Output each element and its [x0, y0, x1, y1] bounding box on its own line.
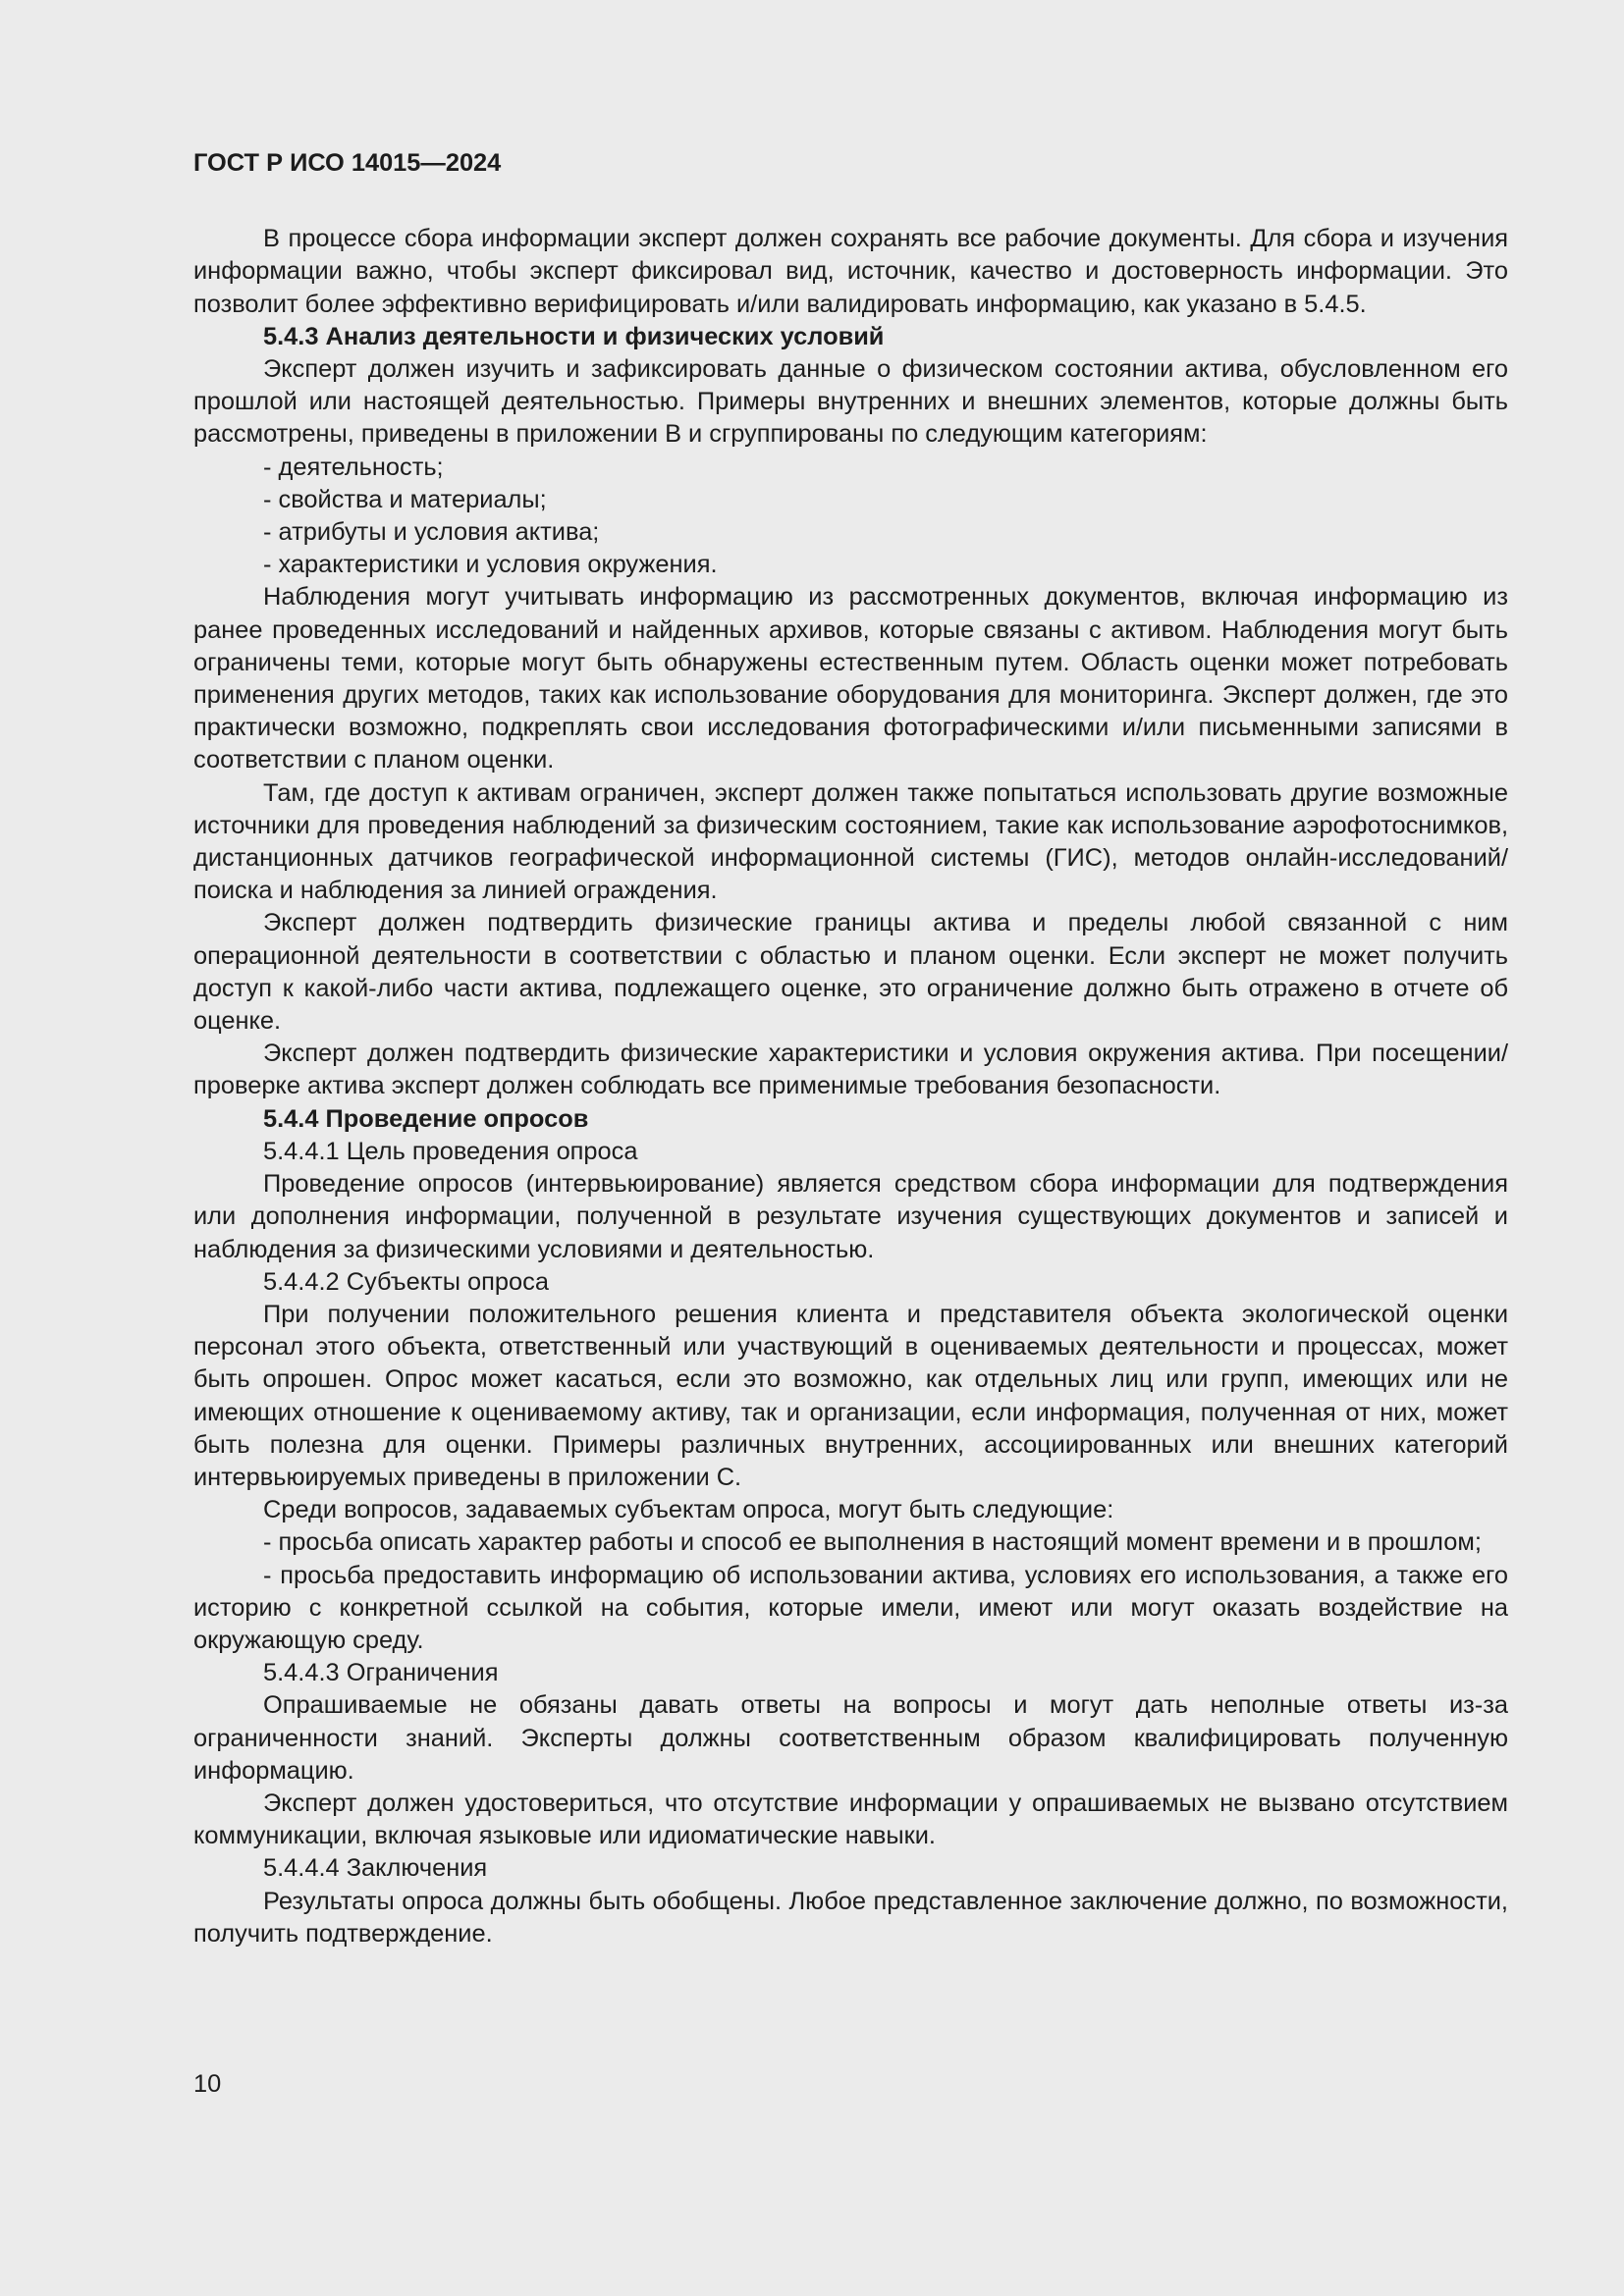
list-item: - просьба описать характер работы и способ ее выполнения в настоящий момент времени и в прошлом; [263, 1528, 1482, 1557]
paragraph: Эксперт должен подтвердить физические характеристики и условия окружения актива. При посещении/проверке актива эксперт должен соблюдать все применимые требования безопасности. [193, 1040, 1508, 1100]
paragraph: При получении положительного решения клиента и представителя объекта экологической оценки персонал этого объекта, ответственный или участвующий в оцениваемых деятельности и процессах, может быть опрошен. Опрос может касаться, если это возможно, как отдельных лиц или групп, имеющих или не имеющих отношение к оцениваемому активу, так и организации, если информация, полученная от них, может быть полезна для оценки. Примеры различных внутренних, ассоциированных или внешних категорий интервьюируемых приведены в приложении С. [193, 1300, 1508, 1491]
paragraph: Результаты опроса должны быть обобщены. Любое представленное заключение должно, по возможности, получить подтверждение. [193, 1887, 1508, 1948]
subsection-heading: 5.4.4.4 Заключения [263, 1854, 488, 1883]
paragraph: Эксперт должен подтвердить физические границы актива и пределы любой связанной с ним операционной деятельности в соответствии с областью и планом оценки. Если эксперт не может получить доступ к какой-либо части актива, подлежащего оценке, это ограничение должно быть отражено в отчете об оценке. [193, 909, 1508, 1036]
list-item: - деятельность; [263, 453, 444, 481]
list-item: - атрибуты и условия актива; [263, 518, 600, 547]
paragraph: Там, где доступ к активам ограничен, эксперт должен также попытаться использовать другие возможные источники для проведения наблюдений за физическим состоянием, такие как использование аэрофотоснимков, дистанционных датчиков географической информационной системы (ГИС), методов онлайн-исследований/поиска и наблюдения за линией ограждения. [193, 778, 1508, 905]
section-heading: 5.4.3 Анализ деятельности и физических условий [263, 322, 885, 350]
paragraph: В процессе сбора информации эксперт должен сохранять все рабочие документы. Для сбора и изучения информации важно, чтобы эксперт фиксировал вид, источник, качество и достоверность информации. Это позволит более эффективно верифицировать и/или валидировать информацию, как указано в 5.4.5. [193, 225, 1508, 318]
document-page [193, 147, 1508, 1950]
list-item: - свойства и материалы; [263, 485, 547, 513]
paragraph: Проведение опросов (интервьюирование) является средством сбора информации для подтверждения или дополнения информации, полученной в результате изучения существующих документов и записей и наблюдения за физическими условиями и деятельностью. [193, 1170, 1508, 1263]
subsection-heading: 5.4.4.1 Цель проведения опроса [263, 1137, 638, 1165]
paragraph: Опрашиваемые не обязаны давать ответы на вопросы и могут дать неполные ответы из-за ограниченности знаний. Эксперты должны соответственным образом квалифицировать полученную информацию. [193, 1691, 1508, 1785]
paragraph: Наблюдения могут учитывать информацию из рассмотренных документов, включая информацию из ранее проведенных исследований и найденных архивов, которые связаны с активом. Наблюдения могут быть ограничены теми, которые могут быть обнаружены естественным путем. Область оценки может потребовать применения других методов, таких как использование оборудования для мониторинга. Эксперт должен, где это практически возможно, подкреплять свои исследования фотографическими и/или письменными записями в соответствии с планом оценки. [193, 583, 1508, 774]
list-item: - характеристики и условия окружения. [263, 551, 718, 579]
document-header: ГОСТ Р ИСО 14015—2024 [193, 149, 502, 177]
list-item: - просьба предоставить информацию об использовании актива, условиях его использования, а также его историю с конкретной ссылкой на события, которые имели, имеют или могут оказать воздействие на окружающую среду. [193, 1561, 1508, 1654]
paragraph: Эксперт должен изучить и зафиксировать данные о физическом состоянии актива, обусловленном его прошлой или настоящей деятельностью. Примеры внутренних и внешних элементов, которые должны быть рассмотрены, приведены в приложении В и сгруппированы по следующим категориям: [193, 355, 1508, 449]
subsection-heading: 5.4.4.2 Субъекты опроса [263, 1267, 549, 1296]
paragraph: Эксперт должен удостовериться, что отсутствие информации у опрашиваемых не вызвано отсутствием коммуникации, включая языковые или идиоматические навыки. [193, 1789, 1508, 1850]
paragraph: Среди вопросов, задаваемых субъектам опроса, могут быть следующие: [263, 1496, 1114, 1524]
subsection-heading: 5.4.4.3 Ограничения [263, 1659, 499, 1687]
page-number: 10 [193, 2070, 222, 2098]
section-heading: 5.4.4 Проведение опросов [263, 1104, 589, 1133]
